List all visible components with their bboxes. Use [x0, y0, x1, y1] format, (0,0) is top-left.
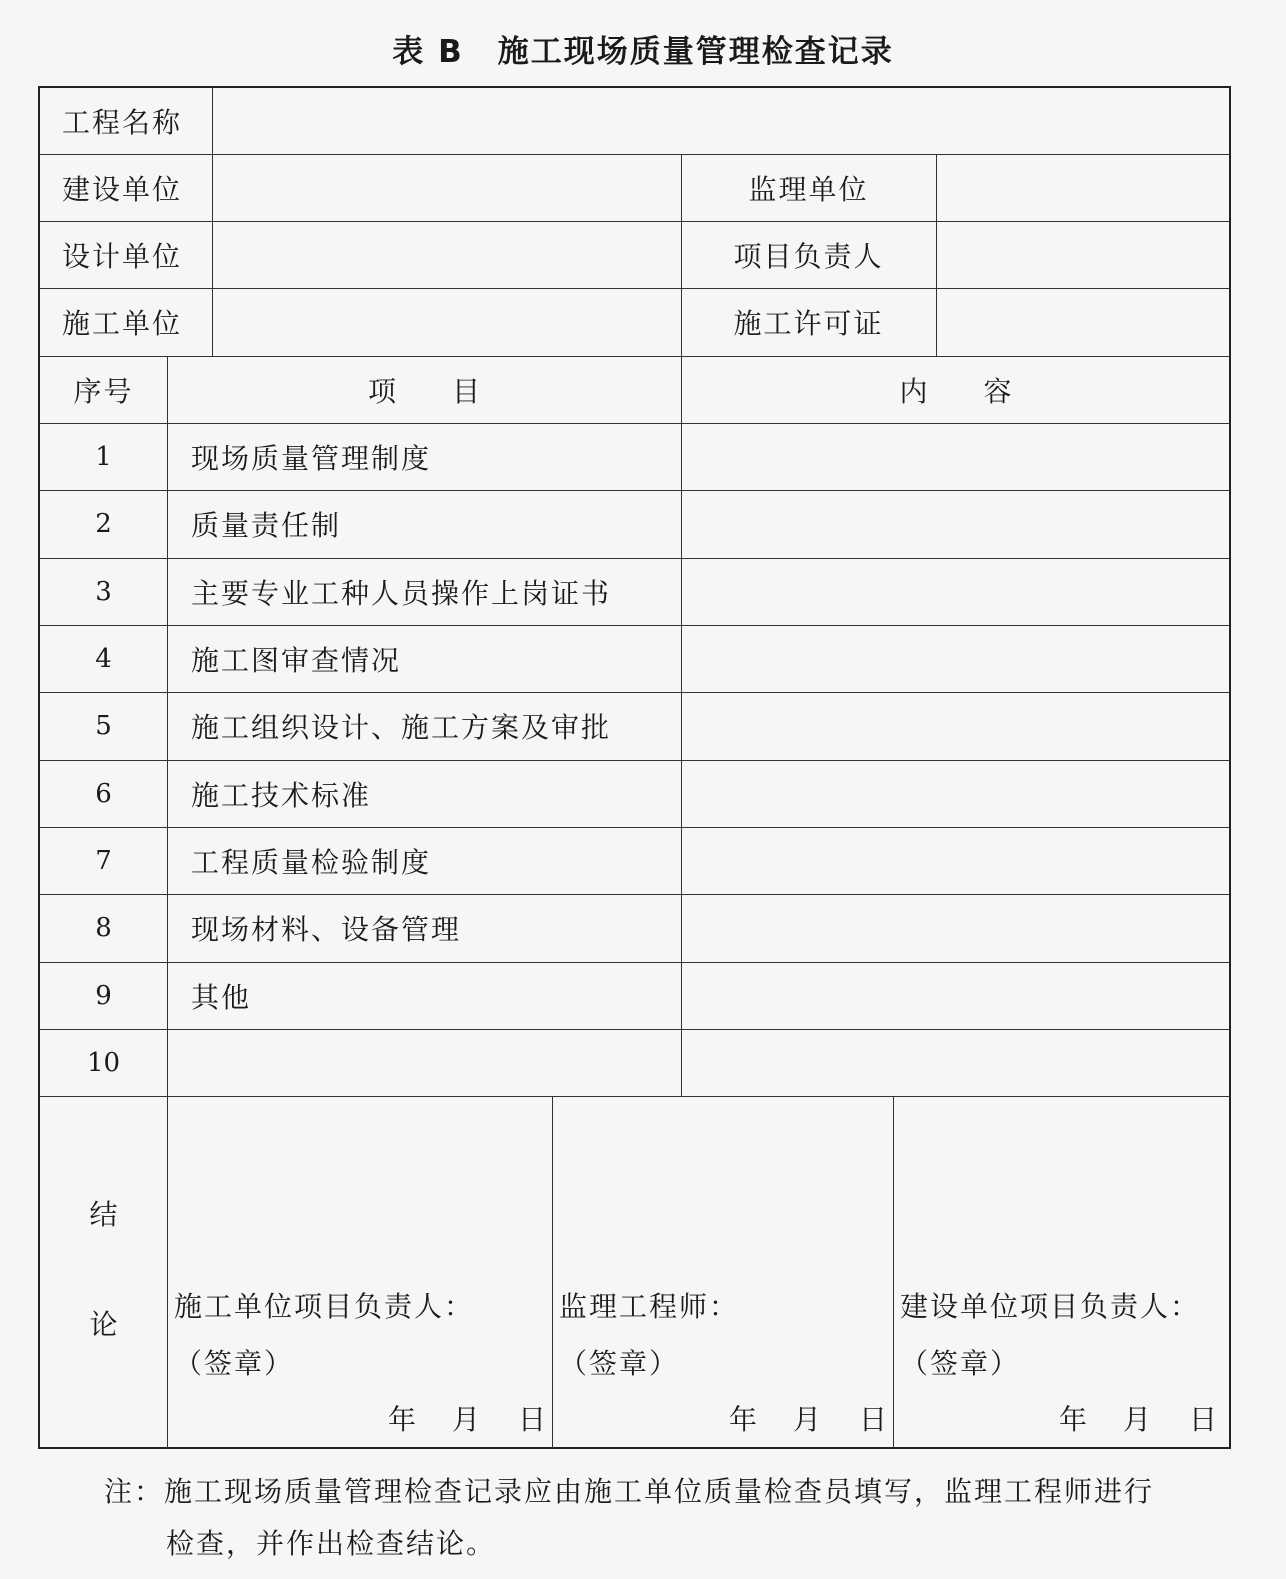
project-name-field[interactable]: [212, 88, 1230, 154]
owner-seal-label: （签章）: [900, 1347, 1021, 1380]
footnote: [104, 1466, 1234, 1570]
builder-date-year: 年: [388, 1403, 419, 1436]
row-number: 9: [95, 980, 112, 1011]
permit-label: 施工许可证: [733, 307, 884, 340]
footnote-line-2: 检查，并作出检查结论。: [166, 1527, 497, 1560]
row-item: 施工技术标准: [191, 778, 372, 812]
project-name-label: 工程名称: [62, 106, 183, 139]
row-item: 施工图审查情况: [191, 643, 402, 677]
row-content-field[interactable]: [681, 827, 1230, 894]
row-content-field[interactable]: [681, 962, 1230, 1029]
owner-date-month: 月: [1123, 1403, 1154, 1436]
supervisor-seal-label: （签章）: [559, 1347, 680, 1380]
supervision-unit-field[interactable]: [936, 154, 1230, 221]
row-content-field[interactable]: [681, 1029, 1230, 1096]
row-content-field[interactable]: [681, 490, 1230, 558]
supervisor-label: 监理工程师：: [559, 1290, 740, 1323]
supervisor-date-month: 月: [793, 1403, 824, 1436]
row-number: 7: [95, 845, 112, 876]
supervisor-date-year: 年: [729, 1403, 760, 1436]
row-number: 6: [95, 778, 112, 809]
quality-check-form: [38, 86, 1231, 1449]
row-item: 现场材料、设备管理: [191, 913, 462, 946]
owner-date-year: 年: [1059, 1403, 1090, 1436]
builder-label: 施工单位: [62, 307, 183, 340]
row-item: 其他: [191, 980, 252, 1014]
supervision-unit-label: 监理单位: [748, 172, 869, 206]
builder-seal-label: （签章）: [174, 1347, 295, 1380]
row-content-field[interactable]: [681, 760, 1230, 827]
col-divider: [552, 1096, 553, 1449]
row-content-field[interactable]: [681, 558, 1230, 625]
table-code: 表 B: [392, 34, 464, 70]
row-number: 8: [95, 913, 112, 943]
conclusion-label-1: 结: [89, 1198, 118, 1231]
table-title: 施工现场质量管理检查记录: [497, 34, 894, 70]
row-content-field[interactable]: [681, 894, 1230, 962]
design-unit-label: 设计单位: [62, 239, 183, 273]
row-content-field[interactable]: [681, 692, 1230, 760]
row-number: 1: [95, 441, 112, 472]
col-divider: [893, 1096, 894, 1449]
permit-field[interactable]: [936, 288, 1230, 356]
row-number: 5: [95, 711, 112, 741]
row-item: 质量责任制: [191, 509, 342, 542]
construction-unit-label: 建设单位: [62, 172, 183, 206]
builder-field[interactable]: [212, 288, 681, 356]
row-number: 10: [86, 1047, 121, 1078]
row-number: 2: [95, 509, 112, 539]
project-leader-label: 项目负责人: [733, 239, 884, 273]
construction-unit-field[interactable]: [212, 154, 681, 221]
builder-date-month: 月: [452, 1403, 483, 1436]
design-unit-field[interactable]: [212, 221, 681, 288]
supervisor-date-day: 日: [859, 1403, 890, 1436]
row-item: 工程质量检验制度: [191, 845, 432, 879]
row-item: 现场质量管理制度: [191, 441, 432, 475]
row-item: 施工组织设计、施工方案及审批: [191, 711, 612, 744]
conclusion-label-2: 论: [89, 1308, 118, 1341]
col-header-no: 序号: [73, 374, 134, 408]
row-number: 3: [95, 576, 112, 607]
row-item[interactable]: [167, 1029, 681, 1096]
row-item: 主要专业工种人员操作上岗证书: [191, 576, 612, 610]
footnote-line-1: 注：施工现场质量管理检查记录应由施工单位质量检查员填写，监理工程师进行: [104, 1475, 1155, 1508]
row-number: 4: [95, 643, 112, 674]
row-content-field[interactable]: [681, 625, 1230, 692]
document-title: [0, 26, 1286, 71]
project-leader-field[interactable]: [936, 221, 1230, 288]
owner-leader-label: 建设单位项目负责人：: [900, 1290, 1201, 1323]
col-header-content: 内 容: [899, 374, 1012, 408]
builder-leader-label: 施工单位项目负责人：: [174, 1290, 475, 1323]
row-divider: [40, 1096, 1230, 1097]
builder-date-day: 日: [518, 1403, 549, 1436]
col-header-item: 项 目: [367, 374, 480, 408]
owner-date-day: 日: [1189, 1403, 1220, 1436]
row-content-field[interactable]: [681, 423, 1230, 490]
